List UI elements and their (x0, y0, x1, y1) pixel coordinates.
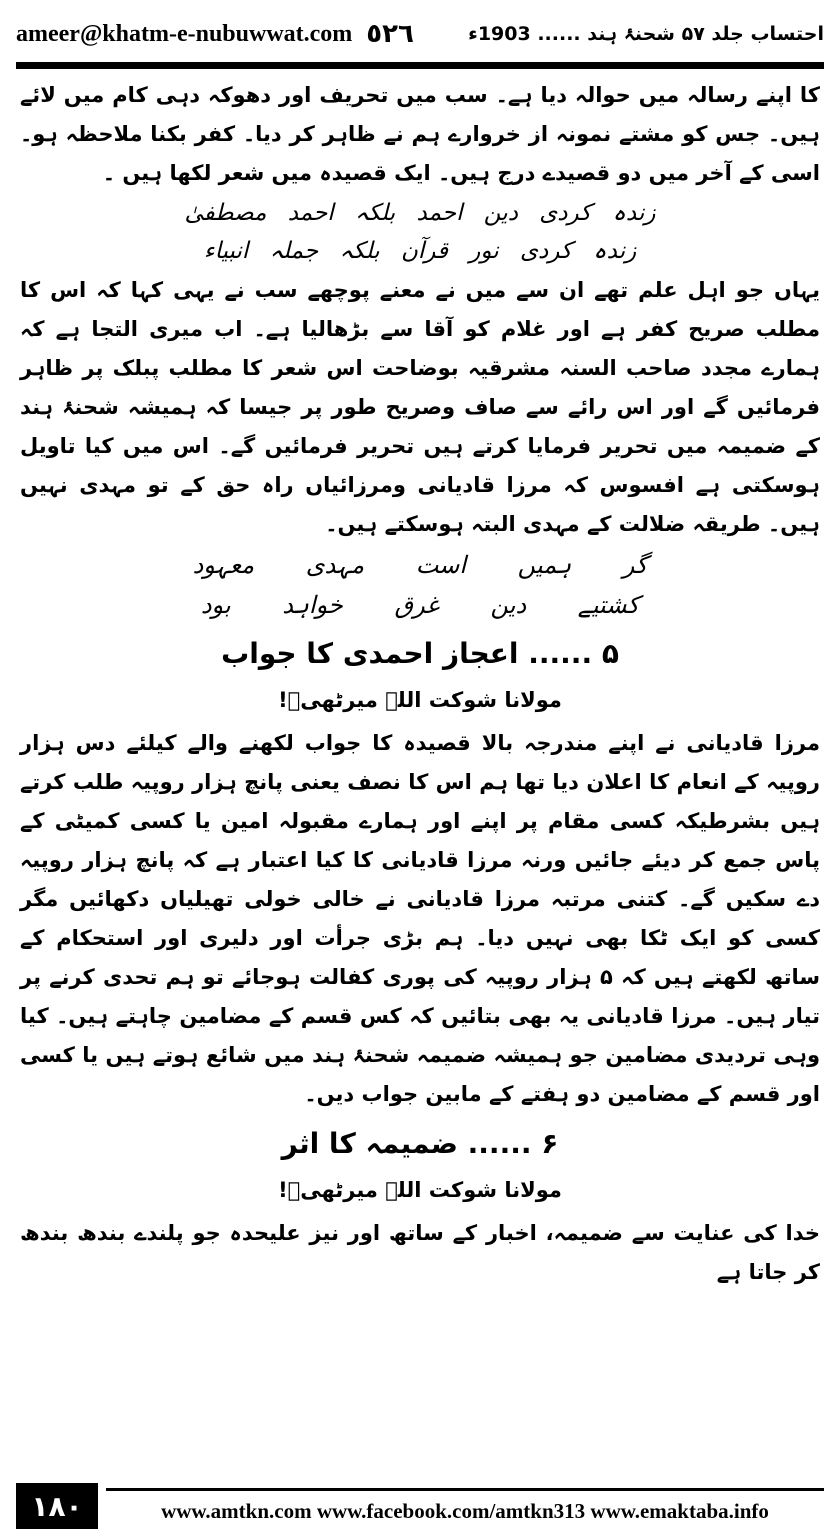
footer-page-number: ۱۸۰ (16, 1483, 98, 1529)
header-left (16, 19, 414, 49)
footer-links: www.amtkn.com www.facebook.com/amtkn313 www.emaktaba.info (106, 1488, 824, 1524)
page-header (16, 14, 824, 54)
section-heading-5: ۵ ...... اعجاز احمدی کا جواب (221, 637, 619, 670)
header-page-number: ٥٢٦ (366, 19, 414, 49)
header-rule (16, 62, 824, 69)
verse-line-1: زندہ کردی دین احمد بلکہ احمد مصطفیٰ (184, 200, 656, 226)
verse-line-4: کشتیے دین غرق خواہد بود (200, 591, 640, 619)
page-footer (16, 1482, 824, 1530)
header-book-title: احتساب جلد ۵۷ شحنۂ ہند ...... 1903ء (468, 23, 824, 45)
header-email: ameer@khatm-e-nubuwwat.com (16, 20, 353, 47)
section-heading-6: ۶ ...... ضمیمہ کا اثر (281, 1127, 559, 1160)
page-body (20, 76, 820, 1470)
paragraph-3: مرزا قادیانی نے اپنے مندرجہ بالا قصیدہ کا جواب لکھنے والے کیلئے دس ہزار روپیہ کے انعام کا اعلان دیا تھا ہم اس کا نصف یعنی پانچ ہزار روپیہ طلب کرتے ہیں بشرطیکہ کسی مقام پر اپنے اور ہمارے مقبولہ امین یا کسی کمیٹی کے پاس جمع کر دیئے جائیں ورنہ مرزا قادیانی کا کیا اعتبار ہے کہ پانچ ہزار روپیہ دے سکیں گے۔ کتنی مرتبہ مرزا قادیانی نے خالی خولی تھیلیاں دکھائیں مگر کسی کو ایک ٹکا بھی نہیں دیا۔ ہم بڑی جرأت اور دلیری اور استحکام کے ساتھ لکھتے ہیں کہ ۵ ہزار روپیہ کی پوری کفالت ہوجائے تو ہم تحدی کرنے پر تیار ہیں۔ مرزا قادیانی یہ بھی بتائیں کہ کس قسم کے مضامین چاہتے ہیں۔ کیا وہی تردیدی مضامین جو ہمیشہ ضمیمہ شحنۂ ہند میں شائع ہوتے ہیں یا کسی اور قسم کے مضامین دو ہفتے کے مابین جواب دیں۔ (20, 731, 820, 1106)
section-author-6: مولانا شوکت اللہ میرٹھیؒ! (278, 1178, 562, 1202)
paragraph-1: کا اپنے رسالہ میں حوالہ دیا ہے۔ سب میں تحریف اور دھوکہ دہی کام میں لائے ہیں۔ جس کو مشتے نمونہ از خروارے ہم نے ظاہر کر دیا۔ کفر بکنا ملاحظہ ہو۔ اسی کے آخر میں دو قصیدے درج ہیں۔ ایک قصیدہ میں شعر لکھا ہیں ۔ (20, 83, 820, 185)
verse-line-2: زندہ کردی نور قرآن بلکہ جملہ انبیاء (203, 238, 637, 264)
verse-line-3: گر ہمیں است مہدی معہود (192, 551, 648, 579)
paragraph-2: یہاں جو اہل علم تھے ان سے میں نے معنے پوچھے سب نے یہی کہا کہ اس کا مطلب صریح کفر ہے اور غلام کو آقا سے بڑھالیا ہے۔ اب میری التجا ہے کہ ہمارے مجدد صاحب السنہ مشرقیہ بوضاحت اس شعر کا مطلب پبلک پر ظاہر فرمائیں گے اور اس رائے سے صاف وصریح طور پر جیسا کہ ہمیشہ شحنۂ ہند کے ضمیمہ میں تحریر فرمایا کرتے ہیں تحریر فرمائیں گے۔ اس میں کیا تاویل ہوسکتی ہے افسوس کہ مرزا قادیانی ومرزائیاں راہ حق کے تو مہدی نہیں ہیں۔ طریقہ ضلالت کے مہدی البتہ ہوسکتے ہیں۔ (20, 278, 820, 536)
section-author-5: مولانا شوکت اللہ میرٹھیؒ! (278, 688, 562, 712)
paragraph-4: خدا کی عنایت سے ضمیمہ، اخبار کے ساتھ اور نیز علیحدہ جو پلندے بندھ بندھ کر جاتا ہے (20, 1221, 820, 1284)
